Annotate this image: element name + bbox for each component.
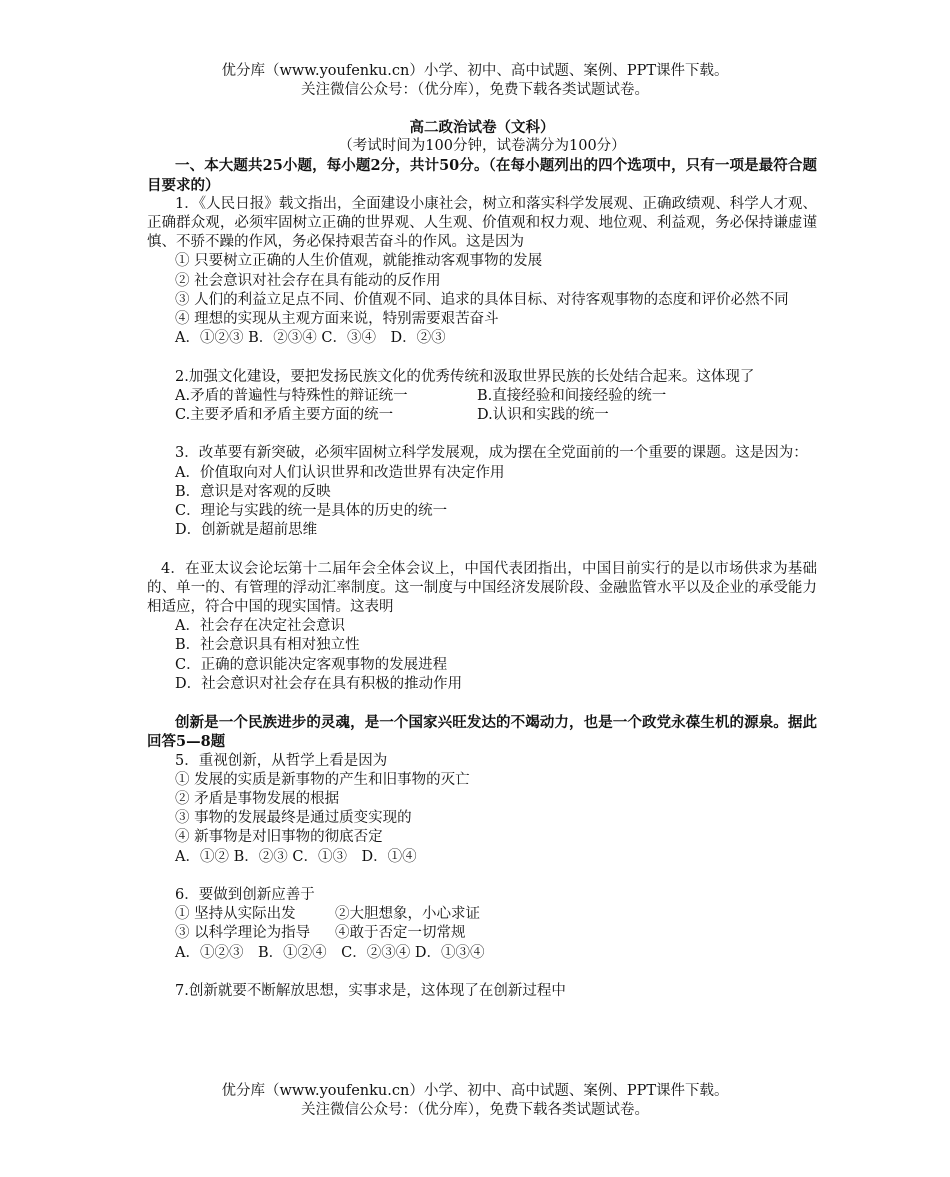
question-7-stem: 7.创新就要不断解放思想，实事求是，这体现了在创新过程中 [175, 983, 566, 1000]
page-footer [0, 1082, 950, 1120]
question-3-option: C．理论与实践的统一是具体的历史的统一 [175, 503, 448, 520]
question-1-item: ② 社会意识对社会存在具有能动的反作用 [175, 272, 441, 289]
question-2-option-d: D.认识和实践的统一 [477, 407, 609, 424]
question-2-option-a: A.矛盾的普遍性与特殊性的辩证统一 [175, 387, 408, 404]
question-5-stem: 5．重视创新，从哲学上看是因为 [175, 752, 388, 769]
exam-content [147, 118, 817, 1001]
question-6-items-row [147, 905, 817, 924]
question-2-option-c: C.主要矛盾和矛盾主要方面的统一 [175, 407, 394, 424]
question-5-item: ④ 新事物是对旧事物的彻底否定 [175, 829, 383, 846]
question-2-option-b: B.直接经验和间接经验的统一 [477, 387, 667, 404]
question-6-items-row [147, 924, 817, 943]
question-2-options-row [147, 406, 817, 425]
question-6-item: ②大胆想象，小心求证 [335, 906, 480, 923]
page-header [0, 62, 950, 100]
question-4-option: A．社会存在决定社会意识 [175, 618, 345, 635]
question-4-stem: 4．在亚太议会论坛第十二届年会全体会议上，中国代表团指出，中国目前实行的是以市场供求为基础的、单一的、有管理的浮动汇率制度。这一制度与中国经济发展阶段、金融监管水平以及企业的承受能力相适应，符合中国的现实国情。这表明 [147, 560, 817, 616]
question-5-item: ② 矛盾是事物发展的根据 [175, 791, 340, 808]
question-3-option: A．价值取向对人们认识世界和改造世界有决定作用 [175, 464, 505, 481]
question-6-stem: 6．要做到创新应善于 [175, 887, 315, 904]
question-3-option: B．意识是对客观的反映 [175, 483, 331, 500]
header-line-2: 关注微信公众号：（优分库），免费下载各类试题试卷。 [301, 82, 649, 98]
question-3-stem: 3．改革要有新突破，必须牢固树立科学发展观，成为摆在全党面前的一个重要的课题。这是因为： [175, 445, 808, 462]
question-6-item: ④敢于否定一切常规 [335, 925, 466, 942]
section-heading: 一、本大题共25小题，每小题2分，共计50分。（在每小题列出的四个选项中，只有一项是最符合题目要求的） [147, 157, 817, 194]
question-3-option: D．创新就是超前思维 [175, 522, 318, 539]
question-5-item: ① 发展的实质是新事物的产生和旧事物的灭亡 [175, 771, 470, 788]
question-2-options-row [147, 387, 817, 406]
footer-line-1: 优分库（www.youfenku.cn）小学、初中、高中试题、案例、PPT课件下载。 [221, 1083, 729, 1099]
question-2-stem: 2.加强文化建设，要把发扬民族文化的优秀传统和汲取世界民族的长处结合起来。这体现了 [175, 368, 755, 385]
question-1-options: A．①②③ B．②③④ C．③④ D．②③ [175, 330, 446, 347]
question-5-options: A．①② B．②③ C．①③ D．①④ [175, 848, 417, 865]
question-5-item: ③ 事物的发展最终是通过质变实现的 [175, 810, 412, 827]
footer-line-2: 关注微信公众号：（优分库），免费下载各类试题试卷。 [301, 1102, 649, 1118]
question-6-options: A．①②③ B．①②④ C．②③④ D．①③④ [175, 944, 485, 961]
question-6-item: ③ 以科学理论为指导 [175, 925, 311, 942]
reading-passage: 创新是一个民族进步的灵魂，是一个国家兴旺发达的不竭动力，也是一个政党永葆生机的源泉。据此回答5—8题 [147, 714, 817, 751]
question-4-option: D．社会意识对社会存在具有积极的推动作用 [175, 675, 463, 692]
question-1-item: ④ 理想的实现从主观方面来说，特别需要艰苦奋斗 [175, 311, 499, 328]
header-line-1: 优分库（www.youfenku.cn）小学、初中、高中试题、案例、PPT课件下载。 [221, 63, 729, 79]
question-4-option: C．正确的意识能决定客观事物的发展进程 [175, 656, 448, 673]
question-1-stem: 1．《人民日报》载文指出，全面建设小康社会，树立和落实科学发展观、正确政绩观、科学人才观、正确群众观，必须牢固树立正确的世界观、人生观、价值观和权力观、地位观、利益观，务必保持谦虚谨慎、不骄不躁的作风，务必保持艰苦奋斗的作风。这是因为 [147, 195, 817, 251]
question-6-item: ① 坚持从实际出发 [175, 906, 296, 923]
exam-title: 高二政治试卷（文科） [409, 119, 555, 136]
question-1-item: ① 只要树立正确的人生价值观，就能推动客观事物的发展 [175, 253, 543, 270]
question-4-option: B．社会意识具有相对独立性 [175, 637, 360, 654]
question-1-item: ③ 人们的利益立足点不同、价值观不同、追求的具体目标、对待客观事物的态度和评价必然不同 [175, 291, 789, 308]
exam-subtitle: （考试时间为100分钟，试卷满分为100分） [338, 138, 626, 155]
